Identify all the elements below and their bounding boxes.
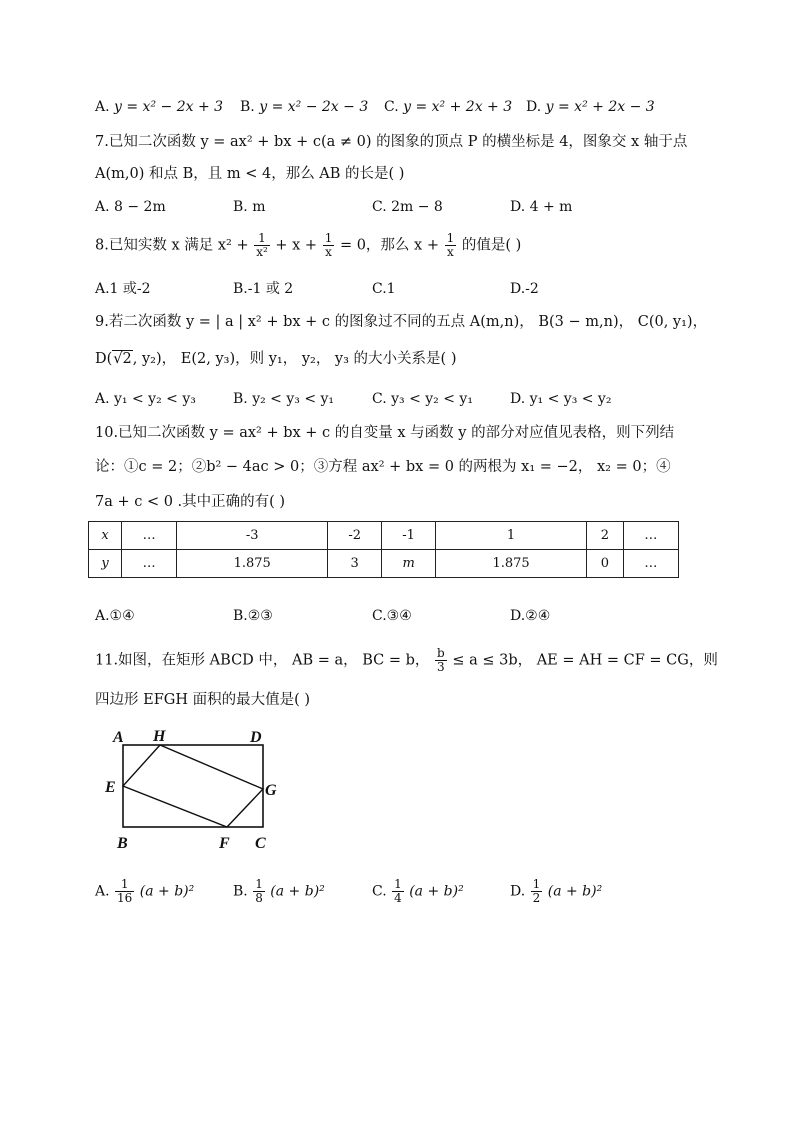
q6-option-b-expr: y = x² − 2x − 3 (259, 99, 369, 115)
q11-option-a (95, 878, 194, 905)
q8-frac-3 (445, 232, 457, 259)
q10-stem-line3: 7a + c < 0 .其中正确的有( ) (95, 494, 286, 510)
q11-option-c (372, 878, 464, 905)
q8-mid-2: = 0，那么 x + (339, 237, 439, 254)
q11-line1-post: ≤ a ≤ 3b， AE = AH = CF = CG，则 (452, 652, 718, 669)
q9-sqrt: √2 (113, 351, 132, 367)
table-cell: m (382, 550, 436, 578)
q6-option-c-expr: y = x² + 2x + 3 (403, 99, 513, 115)
q8-suffix: 的值是( ) (461, 237, 522, 254)
q7-option-d: D. 4 + m (510, 199, 573, 215)
label-a: A (113, 729, 124, 746)
q10-stem-line1: 10.已知二次函数 y = ax² + bx + c 的自变量 x 与函数 y 的部分对应值见表格，则下列结 (95, 425, 675, 441)
q6-option-d-expr: y = x² + 2x − 3 (545, 99, 655, 115)
q6-option-a-label: A. (95, 99, 110, 115)
q11-option-a-num: 1 (115, 878, 134, 892)
q9-stem-line1: 9.若二次函数 y = | a | x² + bx + c 的图象过不同的五点 A(m,n)， B(3 − m,n)， C(0, y₁)， (95, 314, 708, 330)
q8-mid-1: + x + (275, 237, 318, 254)
label-f: F (219, 835, 230, 852)
q6-option-b-label: B. (240, 99, 255, 115)
q11-option-a-label: A. (95, 883, 110, 900)
q11-frac (435, 647, 447, 674)
q8-frac-2 (323, 232, 335, 259)
q11-frac-num: b (437, 646, 445, 660)
q8-option-b: B.-1 或 2 (233, 281, 294, 297)
q11-option-c-frac (392, 878, 404, 905)
q9-line2-post: , y₂)， E(2, y₃)，则 y₁， y₂， y₃ 的大小关系是( ) (132, 351, 457, 367)
q8-frac-3-num: 1 (446, 231, 455, 245)
q9-option-b: B. y₂ < y₃ < y₁ (233, 391, 335, 407)
q10-stem-line2: 论：①c = 2；②b² − 4ac > 0；③方程 ax² + bx = 0 的两根为 x₁ = −2， x₂ = 0；④ (95, 459, 671, 475)
table-cell: 1.875 (177, 550, 328, 578)
q9-option-a: A. y₁ < y₂ < y₃ (95, 391, 196, 407)
q11-option-b-den: 8 (255, 891, 263, 905)
q7-option-c: C. 2m − 8 (372, 199, 443, 215)
label-h: H (153, 728, 166, 745)
table-cell: -2 (328, 522, 382, 550)
q11-stem-line2: 四边形 EFGH 面积的最大值是( ) (95, 692, 311, 708)
q11-option-d-den: 2 (532, 891, 541, 905)
q8-frac-1-den: x² (256, 245, 268, 259)
table-cell: -1 (382, 522, 436, 550)
q11-option-d-tail: (a + b)² (547, 883, 603, 900)
q11-stem-line1 (95, 647, 718, 674)
q11-option-d-num: 1 (532, 877, 541, 891)
q7-option-a: A. 8 − 2m (95, 199, 166, 215)
q6-option-b (240, 97, 368, 117)
q10-value-table (88, 521, 679, 578)
q7-option-b: B. m (233, 199, 266, 215)
q8-stem (95, 232, 521, 259)
q8-option-d: D.-2 (510, 281, 539, 297)
table-row (89, 522, 679, 550)
q8-frac-1 (254, 232, 270, 259)
label-d: D (250, 729, 262, 746)
table-cell: … (623, 522, 678, 550)
table-cell: 3 (328, 550, 382, 578)
q11-option-d-label: D. (510, 883, 526, 900)
q6-option-d-label: D. (526, 99, 542, 115)
q9-line2-pre: D( (95, 351, 113, 367)
q7-stem-line1: 7.已知二次函数 y = ax² + bx + c(a ≠ 0) 的图象的顶点 P 的横坐标是 4，图象交 x 轴于点 (95, 134, 688, 150)
q11-option-c-tail: (a + b)² (409, 883, 464, 900)
label-b: B (117, 835, 128, 852)
q8-option-a: A.1 或-2 (95, 281, 151, 297)
q6-option-c (384, 97, 512, 117)
q11-option-b-tail: (a + b)² (270, 883, 325, 900)
q6-option-d (526, 97, 655, 117)
q9-option-d: D. y₁ < y₃ < y₂ (510, 391, 612, 407)
table-cell: -3 (177, 522, 328, 550)
q9-stem-line2 (95, 349, 456, 369)
table-row (89, 550, 679, 578)
q11-option-c-num: 1 (394, 877, 402, 891)
q11-option-a-frac (115, 878, 134, 905)
table-cell: … (122, 522, 177, 550)
q10-option-a: A.①④ (95, 608, 135, 624)
table-cell: 1.875 (436, 550, 587, 578)
quadrilateral-efgh (123, 745, 263, 827)
label-e: E (105, 779, 116, 796)
q8-frac-1-num: 1 (254, 232, 270, 246)
table-cell: 2 (587, 522, 624, 550)
label-c: C (255, 835, 266, 852)
table-cell: y (89, 550, 122, 578)
rectangle-abcd (123, 745, 263, 827)
table-cell: 1 (436, 522, 587, 550)
q8-option-c: C.1 (372, 281, 396, 297)
q8-frac-2-den: x (325, 245, 332, 259)
q11-frac-den: 3 (437, 660, 445, 674)
q6-option-a (95, 97, 223, 117)
q11-option-a-tail: (a + b)² (139, 883, 195, 900)
q10-option-b: B.②③ (233, 608, 273, 624)
q6-option-a-expr: y = x² − 2x + 3 (114, 99, 224, 115)
q9-option-c: C. y₃ < y₂ < y₁ (372, 391, 473, 407)
q10-option-c: C.③④ (372, 608, 412, 624)
table-cell: 0 (587, 550, 624, 578)
q8-frac-2-num: 1 (324, 231, 333, 245)
label-g: G (265, 782, 277, 799)
q11-option-a-den: 16 (117, 891, 133, 905)
q11-option-b-num: 1 (255, 877, 263, 891)
rectangle-figure (100, 725, 300, 855)
q11-option-c-den: 4 (394, 891, 402, 905)
q11-option-d (510, 878, 602, 905)
q11-line1-pre: 11.如图，在矩形 ABCD 中， AB = a， BC = b， (95, 652, 430, 669)
table-cell: x (89, 522, 122, 550)
q11-option-d-frac (531, 878, 543, 905)
table-cell: … (122, 550, 177, 578)
q11-option-b (233, 878, 325, 905)
q11-option-b-frac (253, 878, 265, 905)
q11-option-b-label: B. (233, 883, 248, 900)
q8-frac-3-den: x (447, 245, 454, 259)
table-cell: … (623, 550, 678, 578)
q8-prefix: 8.已知实数 x 满足 x² + (95, 237, 249, 254)
q6-option-c-label: C. (384, 99, 399, 115)
q10-option-d: D.②④ (510, 608, 551, 624)
q7-stem-line2: A(m,0) 和点 B，且 m < 4，那么 AB 的长是( ) (95, 166, 405, 182)
q11-option-c-label: C. (372, 883, 387, 900)
